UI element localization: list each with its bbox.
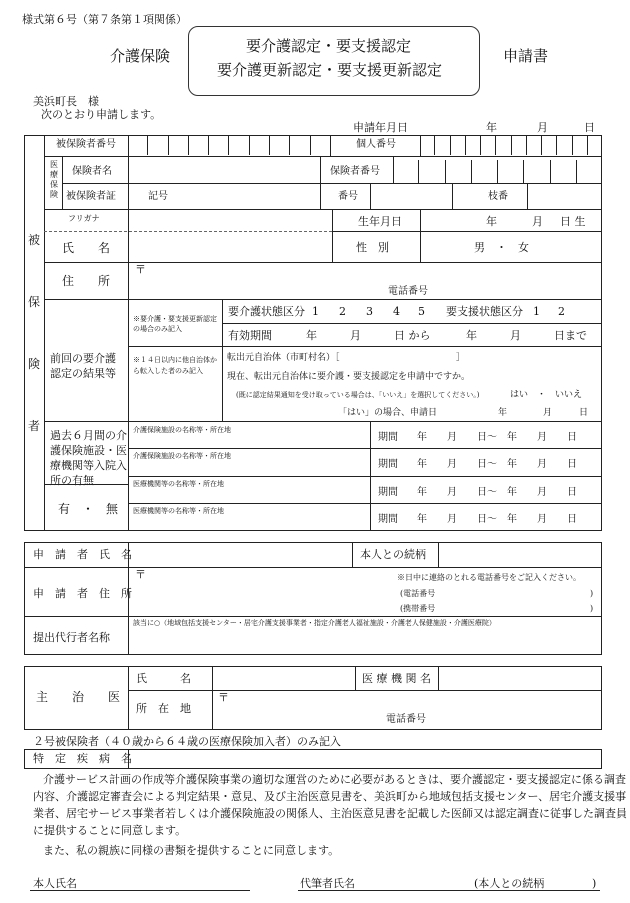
care-level-2[interactable]: 2 [339,305,346,318]
insured-side-4: 者 [28,419,41,433]
facility-row-1-period-label: 期間 [378,432,398,443]
consent-line-2: 内容、介護認定審査会による判定結果・意見、及び主治医意見書を、美浜町から地域包括支援センター、居宅介護支援事 [33,790,627,803]
care-level-label: 要介護状態区分 [228,305,305,318]
care-level-3[interactable]: 3 [366,305,373,318]
applicant-mobile-label: (携帯番号 [400,604,436,613]
principal-signature-label: 本人氏名 [33,877,77,890]
insured-number-label: 被保険者番号 [56,139,116,150]
facility-row-4-label: 医療機関等の名称等・所在地 [133,507,224,515]
facility-row-4-period-label: 期間 [378,514,398,525]
insured-phone-label: 電話番号 [388,286,428,297]
sex-label: 性 別 [356,241,389,254]
applicant-phone-label: (電話番号 [400,589,436,598]
birth-label: 生年月日 [358,215,402,228]
facility-row-3-period: 年 月 日〜 年 月 日 [417,487,577,498]
transfer-applying: 現在、転出元自治体に要介護・要支援認定を申請中ですか。 [227,372,471,382]
symbol-label: 記号 [148,191,168,202]
clinic-label: 医 療 機 関 名 [362,672,431,685]
insurer-number-boxes[interactable] [393,160,602,183]
daytime-phone-note: ※日中に連絡のとれる電話番号をご記入ください。 [397,573,581,582]
valid-period-label: 有効期間 [228,329,272,342]
applicant-postal-mark: 〒 [135,568,146,581]
address-label: 住 所 [62,274,111,288]
signature-relation-close: ) [592,877,597,890]
if-yes-label: 「はい」の場合、申請日 [338,408,438,418]
facility-row-1-label: 介護保険施設の名称等・所在地 [133,426,231,434]
facility-row-3-label: 医療機関等の名称等・所在地 [133,480,224,488]
applicant-relation-label: 本人との続柄 [360,548,426,561]
branch-label: 枝番 [488,191,508,202]
insurer-number-label: 保険者番号 [330,166,380,177]
applicant-phone-close: ) [590,589,594,598]
previous-label: 前回の要介護認定の結果等 [50,352,116,380]
postal-mark: 〒 [135,263,146,276]
facility-row-2-period: 年 月 日〜 年 月 日 [417,459,577,470]
proxy-note: 該当に○（地域包括支援センター・居宅介護支援事業者・指定介護老人福祉施設・介護老人保健施設・介護医療院） [133,619,496,627]
form-number: 様式第６号（第７条第１項関係） [22,13,187,26]
title-right: 申請書 [503,47,549,65]
title-line1: 要介護認定・要支援認定 [246,37,412,55]
doctor-address-label: 所 在 地 [136,702,191,715]
renewal-note: ※要介護・要支援更新認定の場合のみ記入 [133,315,217,334]
birth-year: 年 [486,215,497,228]
yes-no-options[interactable]: はい ・ いいえ [510,390,583,400]
consent-family: また、私の親族に同様の書類を提供することに同意します。 [43,844,340,857]
doctor-phone-label: 電話番号 [386,714,426,725]
furigana-label: フリガナ [68,214,100,223]
proxy-signature-label: 代筆者氏名 [300,877,355,890]
insurer-name-label: 保険者名 [72,166,112,177]
date-month: 月 [537,121,548,134]
support-level-2[interactable]: 2 [558,305,565,318]
facility-row-2-period-label: 期間 [378,459,398,470]
insurance-card-label: 被保険者証 [66,191,116,202]
title-line2: 要介護更新認定・要支援更新認定 [217,61,443,79]
consent-line-3: 業者、居宅サービス事業者若しくは介護保険施設の関係人、主治医意見書を記載した医師又は認定調査に従事した調査員 [33,807,627,820]
facility-row-4-period: 年 月 日〜 年 月 日 [417,514,577,525]
support-level-1[interactable]: 1 [533,305,540,318]
if-yes-date: 年 月 日 [498,408,589,418]
sex-options[interactable]: 男 ・ 女 [474,241,529,254]
care-level-4[interactable]: 4 [393,305,400,318]
support-level-label: 要支援状態区分 [446,305,523,318]
transfer-origin-label: 転出元自治体（市町村名）［ [227,353,340,363]
personal-number-label: 個人番号 [356,139,396,150]
personal-number-boxes[interactable] [420,136,602,155]
care-level-1[interactable]: 1 [312,305,319,318]
disease-label: 特 定 疾 病 名 [33,752,132,765]
doctor-postal-mark: 〒 [218,691,229,704]
insured-number-boxes[interactable] [128,136,330,155]
facility-row-3-period-label: 期間 [378,487,398,498]
applicant-name-label: 申 請 者 氏 名 [33,548,132,561]
name-label: 氏 名 [62,241,111,255]
date-year: 年 [486,121,497,134]
addressee: 美浜町長 様 [33,95,99,108]
applicant-mobile-close: ) [590,604,594,613]
date-day: 日 [584,121,595,134]
care-level-5[interactable]: 5 [418,305,425,318]
applicant-address-label: 申 請 者 住 所 [33,587,132,600]
intro-text: 次のとおり申請します。 [41,108,162,121]
consent-line-4: に提供することに同意します。 [33,824,187,837]
insured-side-2: 保 [28,295,41,309]
facility-label: 過去６月間の介護保険施設・医療機関等入院入所の有無 [50,429,127,487]
title-left: 介護保険 [110,47,171,65]
birth-month: 月 [532,215,543,228]
number2-label: 番号 [338,191,358,202]
transfer-bracket-close: ］ [456,353,466,363]
insured-side-3: 険 [28,357,41,371]
valid-from: 年 月 日 から [306,329,431,342]
medical-insurance-side: 医療保険 [50,160,58,199]
doctor-name-label: 氏 名 [136,672,191,685]
date-label: 申請年月日 [353,121,408,134]
facility-row-2-label: 介護保険施設の名称等・所在地 [133,452,231,460]
type2-note: ２号被保険者（４０歳から６４歳の医療保険加入者）のみ記入 [33,735,341,748]
consent-line-1: 介護サービス計画の作成等介護保険事業の適切な運営のために必要があるときは、要介護認定・要支援認定に係る調査 [43,773,626,786]
valid-to: 年 月 日まで [466,329,587,342]
transfer-notice: (既に認定結果通知を受け取っている場合は、「いいえ」を選択してください。) [236,391,480,399]
transfer-note: ※１４日以内に他自治体から転入した者のみ記入 [133,356,217,375]
birth-day: 日 生 [560,215,586,228]
insured-side-1: 被 [28,233,41,247]
facility-row-1-period: 年 月 日〜 年 月 日 [417,432,577,443]
facility-presence[interactable]: 有 ・ 無 [58,502,119,516]
doctor-label: 主 治 医 [36,690,121,704]
signature-relation-label: (本人との続柄 [474,877,545,890]
proxy-label: 提出代行者名称 [33,631,110,644]
